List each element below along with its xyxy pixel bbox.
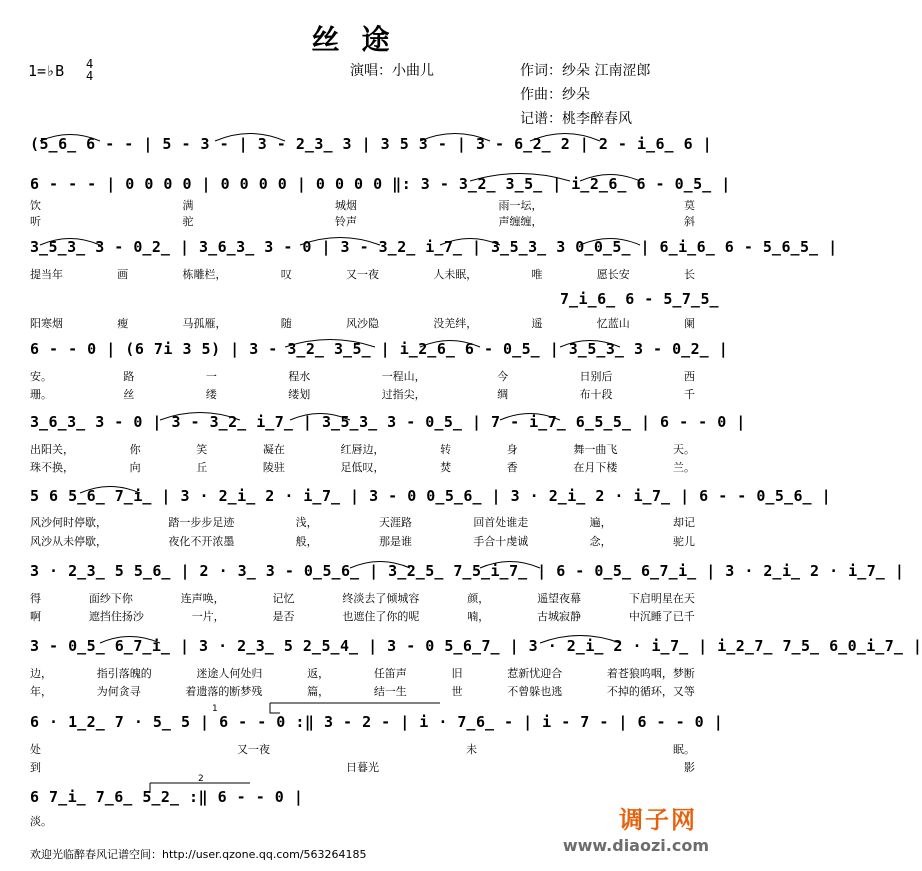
lyric-word: 一程山， bbox=[381, 370, 426, 383]
lyric-word: 是否 bbox=[272, 610, 295, 623]
lyric-word: 香 bbox=[506, 461, 518, 474]
lyric-word: 日别后 bbox=[579, 370, 613, 383]
volta-second-label: 2 bbox=[198, 774, 204, 784]
lyric-word: 丝 bbox=[123, 388, 135, 401]
lyric-word: 念， bbox=[589, 535, 612, 548]
lyric-word: 踏一步步足迹 bbox=[168, 516, 235, 529]
lyric-word: 又一夜 bbox=[237, 743, 270, 756]
lyric-word: 出阳关， bbox=[30, 443, 74, 456]
lyric-word: 天涯路 bbox=[378, 516, 412, 529]
lyric-word: 在月下楼 bbox=[573, 461, 618, 474]
lyric-word: 笑 bbox=[196, 443, 208, 456]
lyric-word: 没羌绊， bbox=[433, 317, 478, 330]
lyric-word: 不掉的循环，又等 bbox=[606, 685, 695, 698]
lyric-word: 天。 bbox=[673, 443, 695, 456]
lyric-word: 长 bbox=[684, 268, 695, 281]
lyric-word: 旧 bbox=[451, 667, 463, 680]
lyric-word: 兰。 bbox=[673, 461, 695, 474]
lyric-word: 古城寂静 bbox=[537, 610, 582, 623]
lyric-word: 风沙隐 bbox=[346, 317, 379, 330]
lyric-word: 陵驻 bbox=[262, 461, 285, 474]
lyric-word: 珊。 bbox=[30, 388, 52, 401]
lyric-word: 红唇边， bbox=[340, 443, 385, 456]
volta-first-label: 1 bbox=[212, 704, 218, 714]
lyric-word: 路 bbox=[123, 370, 135, 383]
lyric-word: 身 bbox=[506, 443, 518, 456]
lyric-word: 铃声 bbox=[335, 215, 357, 228]
lyric-word: 阳寒烟 bbox=[30, 317, 63, 330]
lyric-word: 喃， bbox=[467, 610, 490, 623]
lyric-word: 你 bbox=[129, 443, 141, 456]
lyric-word: 丘 bbox=[196, 461, 208, 474]
lyric-word: 年， bbox=[30, 685, 52, 698]
lyric-word: 莫 bbox=[684, 199, 695, 212]
lyric-word: 转 bbox=[440, 443, 452, 456]
lyric-word: 淡。 bbox=[30, 815, 52, 828]
lyric-word: 随 bbox=[280, 317, 292, 330]
lyric-word: 结一生 bbox=[373, 685, 407, 698]
lyric-word: 提当年 bbox=[30, 268, 63, 281]
lyric-word: 舞一曲飞 bbox=[573, 443, 618, 456]
lyric-word: 为何贪寻 bbox=[96, 685, 141, 698]
lyric-word: 面纱下你 bbox=[88, 592, 133, 605]
lyric-word: 着遗落的断梦残 bbox=[185, 685, 263, 698]
lyric-word: 听 bbox=[30, 215, 41, 228]
notation-line: 3̲5̲3̲ 3 - 0̲2̲ | 3̲6̲3̲ 3 - 0 | 3 - 3̲2̲ i̲7̲ | 3̲5̲3̲ 3 0̲0̲5̲ | 6̲i̲6̲ 6 - 5̲6̲5̲ | bbox=[30, 238, 838, 256]
lyric-word: 世 bbox=[451, 685, 463, 698]
lyric-word: 缕划 bbox=[288, 388, 311, 401]
lyric-word: 画 bbox=[117, 268, 129, 281]
lyric-word: 栋雕栏， bbox=[182, 268, 227, 281]
lyric-word: 惹新忧迎合 bbox=[507, 667, 563, 680]
lyric-word: 中沉睡了已千 bbox=[628, 610, 695, 623]
lyric-word: 迷途人何处归 bbox=[196, 667, 263, 680]
lyric-word: 满 bbox=[182, 199, 194, 212]
lyric-word: 夜化不开浓墨 bbox=[168, 535, 235, 548]
lyric-word: 人未眠， bbox=[433, 268, 478, 281]
lyric-word: 返， bbox=[307, 667, 330, 680]
transcriber-credit: 记谱：桃李醉春风 bbox=[520, 111, 632, 127]
lyric-word: 城烟 bbox=[335, 199, 357, 212]
lyric-word: 指引落魄的 bbox=[96, 667, 152, 680]
lyric-word: 忆蓝山 bbox=[596, 317, 630, 330]
lyric-word: 饮 bbox=[30, 199, 41, 212]
lyric-word: 雨一坛， bbox=[498, 199, 543, 212]
lyric-word: 愿长安 bbox=[596, 268, 630, 281]
lyric-word: 足低叹， bbox=[340, 461, 385, 474]
lyric-word: 手合十虔诚 bbox=[473, 535, 529, 548]
lyric-word: 记忆 bbox=[272, 592, 295, 605]
time-signature-bottom: 4 bbox=[86, 69, 94, 83]
lyric-word: 得 bbox=[30, 592, 41, 605]
lyric-word: 驼 bbox=[182, 215, 194, 228]
lyric-word: 遥望夜幕 bbox=[537, 592, 582, 605]
notation-line: 5 6 5̲6̲ 7̲i̲ | 3 · 2̲i̲ 2 · i̲7̲ | 3 - 0 0̲5̲6̲ | 3 · 2̲i̲ 2 · i̲7̲ | 6 - - 0̲5̲6̲ | bbox=[30, 487, 832, 505]
notation-line: 3 - 0̲5̲ 6̲7̲i̲ | 3 · 2̲3̲ 5 2̲5̲4̲ | 3 - 0 5̲6̲7̲ | 3 · 2̲i̲ 2 · i̲7̲ | i̲2̲7̲ 7̲5̲ 6̲0̲i̲7̲ | bbox=[30, 637, 922, 655]
lyric-word: 一 bbox=[205, 370, 217, 383]
lyric-word: 千 bbox=[683, 388, 695, 401]
lyricist-credit: 作词：纱朵 江南涩郎 bbox=[520, 63, 651, 79]
lyric-word: 阑 bbox=[684, 317, 695, 330]
notation-line: 6 - - 0 | (6 7i 3 5) | 3 - 3̲2̲ 3̲5̲ | i̲2̲6̲ 6 - 0̲5̲ | 3̲5̲3̲ 3 - 0̲2̲ | bbox=[30, 340, 729, 358]
lyric-word: 也遮住了你的呢 bbox=[342, 610, 420, 623]
lyric-word: 连声唤， bbox=[180, 592, 225, 605]
lyric-word: 西 bbox=[683, 370, 695, 383]
lyric-word: 缕 bbox=[205, 388, 217, 401]
lyric-word: 向 bbox=[129, 461, 141, 474]
lyric-word: 驼儿 bbox=[672, 535, 695, 548]
lyric-word: 却记 bbox=[672, 516, 695, 529]
lyric-word: 一片， bbox=[191, 610, 225, 623]
notation-line: 6 - - - | 0 0 0 0 | 0 0 0 0 | 0 0 0 0 ‖: 3 - 3̲2̲ 3̲5̲ | i̲2̲6̲ 6 - 0̲5̲ | bbox=[30, 175, 731, 193]
lyric-word: 凝在 bbox=[262, 443, 285, 456]
lyric-word: 马孤雁， bbox=[182, 317, 227, 330]
lyric-word: 着苍狼呜咽，梦断 bbox=[606, 667, 695, 680]
notation-line: 7̲i̲6̲ 6 - 5̲7̲5̲ bbox=[560, 290, 720, 308]
lyric-word: 那是谁 bbox=[378, 535, 412, 548]
lyric-word: 下启明星在天 bbox=[628, 592, 695, 605]
lyric-word: 声缠缠， bbox=[498, 215, 543, 228]
lyric-word: 程水 bbox=[288, 370, 311, 383]
lyric-word: 遮挡住扬沙 bbox=[88, 610, 144, 623]
lyric-word: 珠不换， bbox=[30, 461, 74, 474]
notation-line: 6 7̲i̲ 7̲6̲ 5̲2̲ :‖ 6 - - 0 | bbox=[30, 788, 304, 806]
lyric-word: 不曾躲也逃 bbox=[507, 685, 563, 698]
lyric-word: 风沙何时停歇， bbox=[30, 516, 107, 529]
lyric-word: 今 bbox=[497, 370, 509, 383]
lyric-word: 任笛声 bbox=[373, 667, 407, 680]
notation-line: 3̲6̲3̲ 3 - 0 | 3 - 3̲2̲ i̲7̲ | 3̲5̲3̲ 3 - 0̲5̲ | 7 - i̲7̲ 6̲5̲5̲ | 6 - - 0 | bbox=[30, 413, 746, 431]
lyric-word: 回首处谁走 bbox=[473, 516, 529, 529]
lyric-word: 遍， bbox=[589, 516, 612, 529]
lyric-word: 绸 bbox=[497, 388, 509, 401]
lyric-word: 布十段 bbox=[579, 388, 613, 401]
lyric-word: 焚 bbox=[440, 461, 452, 474]
singer-credit: 演唱：小曲儿 bbox=[350, 63, 434, 79]
lyric-word: 风沙从未停歇， bbox=[30, 535, 107, 548]
time-signature-top: 4 bbox=[86, 57, 94, 71]
lyric-word: 安。 bbox=[30, 370, 52, 383]
footer-link-text: 欢迎光临醉春风记谱空间：http://user.qzone.qq.com/563264185 bbox=[30, 848, 367, 861]
notation-line: 3 · 2̲3̲ 5 5̲6̲ | 2 · 3̲ 3 - 0̲5̲6̲ | 3̲2̲5̲ 7̲5̲i̲7̲ | 6 - 0̲5̲ 6̲7̲i̲ | 3 · 2̲i̲ 2 · i̲7̲ | bbox=[30, 562, 905, 580]
lyric-word: 处 bbox=[30, 743, 41, 756]
lyric-word: 边， bbox=[30, 667, 52, 680]
brand-url: www.diaozi.com bbox=[562, 836, 709, 855]
lyric-word: 颜， bbox=[467, 592, 490, 605]
lyric-word: 终淡去了倾城容 bbox=[342, 592, 420, 605]
lyric-word: 遥 bbox=[531, 317, 543, 330]
lyric-word: 般， bbox=[295, 535, 318, 548]
lyric-word: 斜 bbox=[684, 215, 695, 228]
lyric-word: 唯 bbox=[531, 268, 543, 281]
lyric-word: 眠。 bbox=[673, 743, 695, 756]
composer-credit: 作曲：纱朵 bbox=[520, 87, 590, 103]
lyric-word: 啊 bbox=[30, 610, 41, 623]
lyric-word: 浅， bbox=[295, 516, 318, 529]
key-signature: 1=♭B bbox=[28, 62, 65, 80]
lyric-word: 影 bbox=[684, 761, 695, 774]
notation-line: (5̲6̲ 6 - - | 5 - 3 - | 3 - 2̲3̲ 3 | 3 5 3 - | 3 - 6̲2̲ 2 | 2 - i̲6̲ 6 | bbox=[30, 135, 713, 153]
lyric-word: 日暮光 bbox=[346, 761, 379, 774]
lyric-word: 到 bbox=[30, 761, 41, 774]
brand-logo-text: 调子网 bbox=[619, 806, 697, 834]
lyric-word: 叹 bbox=[280, 268, 292, 281]
lyric-word: 又一夜 bbox=[346, 268, 379, 281]
song-title: 丝途 bbox=[311, 23, 412, 56]
lyric-word: 未 bbox=[466, 743, 477, 756]
notation-line: 6 · 1̲2̲ 7 · 5̲ 5 | 6 - - 0 :‖ 3 - 2 - | i · 7̲6̲ - | i - 7 - | 6 - - 0 | bbox=[30, 713, 724, 731]
lyric-word: 瘦 bbox=[117, 317, 129, 330]
lyric-word: 篇， bbox=[307, 685, 330, 698]
lyric-word: 过指尖， bbox=[381, 388, 426, 401]
